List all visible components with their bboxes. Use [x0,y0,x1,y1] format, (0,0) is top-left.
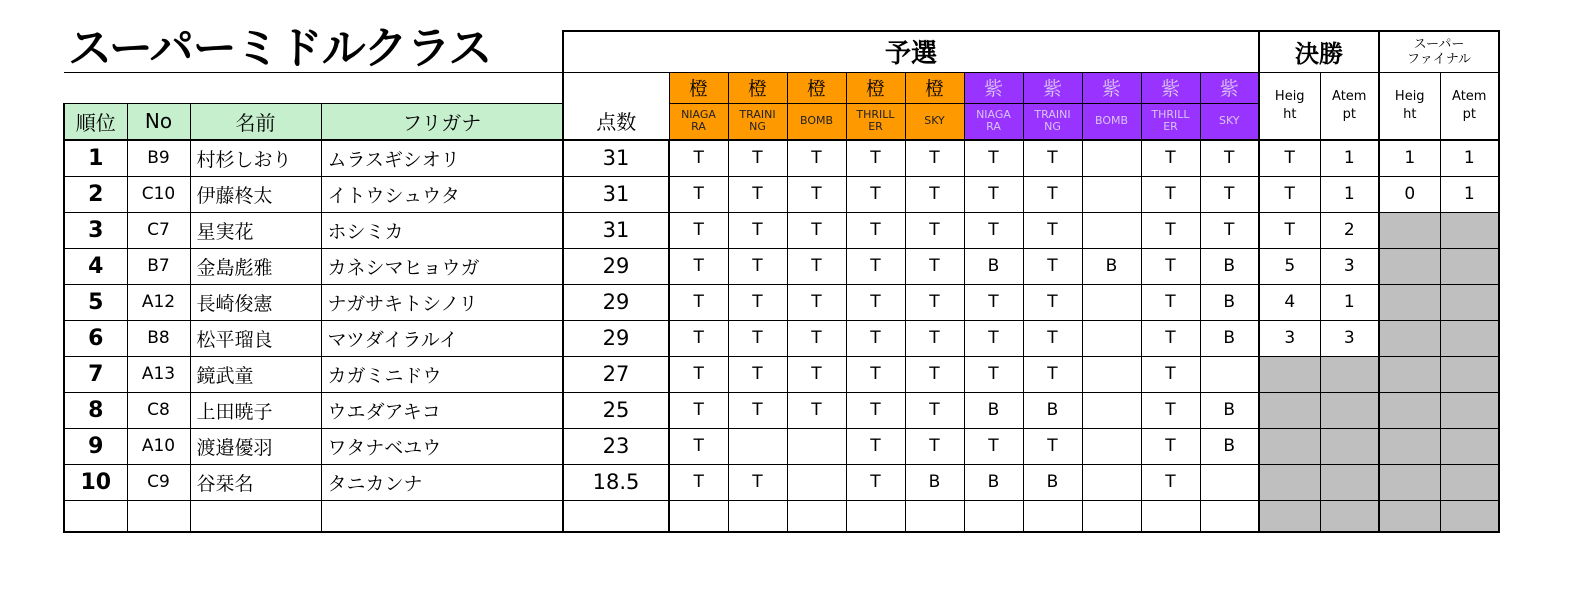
super-final-empty-cell [1379,284,1440,320]
score-cell: 29 [563,284,669,320]
final-attempt-header [1320,72,1379,140]
prelim-result-cell: T [905,248,964,284]
prelim-result-cell [728,428,787,464]
name-cell: 星実花 [190,212,321,248]
prelim-result-cell: T [1200,176,1259,212]
score-cell: 23 [563,428,669,464]
blank-cell [1259,500,1320,532]
prelim-result-cell [1082,140,1141,176]
name-cell: 松平瑠良 [190,320,321,356]
prelim-result-cell: B [1023,392,1082,428]
wall-name-line: SKY [924,114,945,128]
wall-color-2 [787,72,846,103]
prelim-result-cell: T [846,284,905,320]
prelim-result-cell: T [964,320,1023,356]
wall-name-1 [728,103,787,140]
prelim-result-cell: T [669,284,728,320]
prelim-result-cell: T [787,140,846,176]
wall-color-label: 橙 [747,78,767,100]
score-cell: 25 [563,392,669,428]
yosen-group-header: 予選 [563,31,1259,72]
wall-name-4 [905,103,964,140]
kana-cell: ムラスギシオリ [321,140,563,176]
prelim-result-cell: B [1200,320,1259,356]
wall-color-label: 紫 [1101,78,1121,100]
prelim-result-cell [1082,356,1141,392]
table-row [64,464,1499,500]
header-spacer [64,72,563,103]
super-height-line-2: ht [1403,106,1417,122]
blank-cell [846,500,905,532]
column-header-name: 名前 [190,103,321,140]
wall-name-line: NG [749,120,766,134]
super-height-line-1: Heig [1394,88,1425,104]
column-header-no: No [127,103,190,140]
prelim-result-cell: T [846,212,905,248]
super-final-result-cell: 1 [1379,140,1440,176]
name-cell: 鏡武童 [190,356,321,392]
number-cell: A10 [127,428,190,464]
number-cell: B7 [127,248,190,284]
super-final-line-1: スーパー [1413,36,1465,52]
wall-color-3 [846,72,905,103]
prelim-result-cell: T [787,176,846,212]
name-cell: 金島彪雅 [190,248,321,284]
wall-name-line: ER [868,120,883,134]
wall-color-0 [669,72,728,103]
blank-cell [905,500,964,532]
table-row [64,212,1499,248]
table-row [64,320,1499,356]
kana-cell: タニカンナ [321,464,563,500]
super-final-empty-cell [1440,428,1499,464]
wall-name-line: RA [986,120,1001,134]
wall-name-line: NIAGA [976,108,1011,122]
score-cell: 31 [563,176,669,212]
kana-cell: マツダイラルイ [321,320,563,356]
column-header-rank: 順位 [64,103,127,140]
prelim-result-cell: T [905,320,964,356]
prelim-result-cell [1082,212,1141,248]
wall-name-line: TRAINI [1034,108,1071,122]
wall-name-line: RA [691,120,706,134]
prelim-result-cell: T [728,392,787,428]
page-title: スーパーミドルクラス [68,23,492,74]
final-empty-cell [1320,428,1379,464]
prelim-result-cell: T [1023,320,1082,356]
blank-cell [1141,500,1200,532]
wall-name-3 [846,103,905,140]
final-result-cell: 4 [1259,284,1320,320]
results-table [63,30,1500,533]
kana-cell: イトウシュウタ [321,176,563,212]
table-row [64,356,1499,392]
final-empty-cell [1259,428,1320,464]
kana-cell: ワタナベユウ [321,428,563,464]
super-final-empty-cell [1440,320,1499,356]
blank-cell [127,500,190,532]
wall-name-line: BOMB [1094,114,1129,128]
blank-cell [1023,500,1082,532]
prelim-result-cell: B [1082,248,1141,284]
wall-color-label: 紫 [1219,78,1239,100]
prelim-result-cell: B [964,464,1023,500]
table-row [64,140,1499,176]
number-cell: B9 [127,140,190,176]
blank-cell [1320,500,1379,532]
final-height-line-1: Heig [1274,88,1305,104]
prelim-result-cell [1082,428,1141,464]
super-final-empty-cell [1379,428,1440,464]
blank-cell [64,500,127,532]
super-final-result-cell: 1 [1440,140,1499,176]
rank-cell: 4 [64,248,127,284]
wall-color-label: 紫 [1042,78,1062,100]
name-cell: 村杉しおり [190,140,321,176]
wall-name-7 [1082,103,1141,140]
table-row [64,392,1499,428]
title-spacer [64,31,563,72]
wall-color-4 [905,72,964,103]
super-height-header [1379,72,1440,140]
prelim-result-cell: T [1141,248,1200,284]
prelim-result-cell: B [1200,284,1259,320]
prelim-result-cell: T [905,176,964,212]
rank-cell: 2 [64,176,127,212]
prelim-result-cell: T [1023,212,1082,248]
prelim-result-cell [787,464,846,500]
prelim-result-cell: T [905,140,964,176]
name-cell: 渡邉優羽 [190,428,321,464]
kana-cell: ホシミカ [321,212,563,248]
final-result-cell: 1 [1320,284,1379,320]
prelim-result-cell: T [728,140,787,176]
prelim-result-cell: T [1141,176,1200,212]
wall-name-line: NIAGA [681,108,716,122]
super-attempt-line-2: pt [1462,106,1476,122]
prelim-result-cell: T [846,176,905,212]
column-header-kana: フリガナ [321,103,563,140]
number-cell: A13 [127,356,190,392]
prelim-result-cell: T [1200,140,1259,176]
rank-cell: 8 [64,392,127,428]
number-cell: C10 [127,176,190,212]
wall-color-label: 紫 [1160,78,1180,100]
super-final-result-cell: 0 [1379,176,1440,212]
final-result-cell: 2 [1320,212,1379,248]
wall-name-6 [1023,103,1082,140]
wall-color-6 [1023,72,1082,103]
prelim-result-cell: T [964,140,1023,176]
table-row [64,248,1499,284]
blank-cell [1379,500,1440,532]
wall-name-2 [787,103,846,140]
prelim-result-cell: T [964,212,1023,248]
table-row [64,428,1499,464]
prelim-result-cell [1082,176,1141,212]
number-cell: C7 [127,212,190,248]
wall-color-label: 紫 [983,78,1003,100]
super-final-empty-cell [1379,248,1440,284]
final-result-cell: 3 [1320,320,1379,356]
blank-cell [190,500,321,532]
blank-cell [563,500,669,532]
prelim-result-cell: T [1023,356,1082,392]
wall-color-7 [1082,72,1141,103]
wall-color-1 [728,72,787,103]
prelim-result-cell: T [787,392,846,428]
prelim-result-cell: T [728,464,787,500]
final-result-cell: 3 [1320,248,1379,284]
number-cell: B8 [127,320,190,356]
prelim-result-cell: T [1023,284,1082,320]
prelim-result-cell: T [1200,212,1259,248]
prelim-result-cell: T [787,320,846,356]
prelim-result-cell: T [846,392,905,428]
blank-cell [1082,500,1141,532]
prelim-result-cell: T [846,140,905,176]
wall-color-8 [1141,72,1200,103]
prelim-result-cell: T [905,212,964,248]
rank-cell: 7 [64,356,127,392]
prelim-result-cell [787,428,846,464]
final-height-line-2: ht [1283,106,1297,122]
kana-cell: ナガサキトシノリ [321,284,563,320]
super-final-line-2: ファイナル [1406,51,1472,67]
prelim-result-cell: T [1023,428,1082,464]
prelim-result-cell: T [1023,176,1082,212]
score-cell: 29 [563,320,669,356]
rank-cell: 10 [64,464,127,500]
prelim-result-cell: T [728,284,787,320]
super-final-empty-cell [1440,392,1499,428]
name-cell: 伊藤柊太 [190,176,321,212]
wall-name-5 [964,103,1023,140]
wall-color-row [64,72,1499,103]
prelim-result-cell: T [1141,392,1200,428]
prelim-result-cell: T [1023,248,1082,284]
prelim-result-cell: T [787,248,846,284]
kana-cell: カネシマヒョウガ [321,248,563,284]
final-empty-cell [1259,356,1320,392]
wall-color-label: 橙 [688,78,708,100]
final-result-cell: 5 [1259,248,1320,284]
prelim-result-cell: T [905,356,964,392]
rank-cell: 9 [64,428,127,464]
prelim-result-cell: T [964,428,1023,464]
final-result-cell: 1 [1320,140,1379,176]
name-cell: 長崎俊憲 [190,284,321,320]
score-cell: 31 [563,212,669,248]
score-cell: 27 [563,356,669,392]
prelim-result-cell: T [846,320,905,356]
prelim-result-cell: T [787,212,846,248]
super-final-result-cell: 1 [1440,176,1499,212]
prelim-result-cell: T [846,248,905,284]
prelim-result-cell: T [669,464,728,500]
super-final-empty-cell [1379,356,1440,392]
final-empty-cell [1259,464,1320,500]
prelim-result-cell: T [787,356,846,392]
prelim-result-cell: T [1141,284,1200,320]
final-attempt-line-1: Atem [1332,88,1367,104]
wall-name-line: THRILL [856,108,895,122]
wall-color-label: 橙 [806,78,826,100]
prelim-result-cell: T [669,320,728,356]
final-empty-cell [1320,356,1379,392]
wall-name-line: TRAINI [739,108,776,122]
blank-cell [321,500,563,532]
blank-cell [728,500,787,532]
prelim-result-cell: B [1023,464,1082,500]
wall-name-line: BOMB [799,114,834,128]
final-empty-cell [1259,392,1320,428]
prelim-result-cell: T [1141,464,1200,500]
wall-name-line: NG [1044,120,1061,134]
rank-cell: 6 [64,320,127,356]
prelim-result-cell: T [728,212,787,248]
prelim-result-cell: T [964,284,1023,320]
prelim-result-cell: T [669,176,728,212]
wall-color-5 [964,72,1023,103]
blank-cell [787,500,846,532]
group-header-row [64,31,1499,72]
blank-cell [669,500,728,532]
final-result-cell: 3 [1259,320,1320,356]
final-result-cell: T [1259,212,1320,248]
prelim-result-cell: T [905,284,964,320]
prelim-result-cell: T [787,284,846,320]
rank-cell: 3 [64,212,127,248]
final-attempt-line-2: pt [1342,106,1356,122]
prelim-result-cell: T [964,176,1023,212]
rank-cell: 1 [64,140,127,176]
prelim-result-cell: T [846,428,905,464]
name-cell: 上田暁子 [190,392,321,428]
super-final-empty-cell [1379,212,1440,248]
final-empty-cell [1320,464,1379,500]
super-final-empty-cell [1440,248,1499,284]
prelim-result-cell: T [669,140,728,176]
super-final-group-header [1379,31,1499,72]
score-cell: 31 [563,140,669,176]
super-attempt-line-1: Atem [1452,88,1487,104]
blank-cell [1200,500,1259,532]
prelim-result-cell: T [1141,212,1200,248]
super-final-empty-cell [1440,464,1499,500]
wall-color-label: 橙 [924,78,944,100]
prelim-result-cell: B [905,464,964,500]
score-header: 点数 [596,110,637,134]
blank-cell [964,500,1023,532]
score-header-cell [563,72,669,140]
prelim-result-cell: T [728,320,787,356]
prelim-result-cell: T [728,356,787,392]
wall-name-line: SKY [1218,114,1240,128]
prelim-result-cell: T [669,356,728,392]
prelim-result-cell: T [1141,320,1200,356]
final-result-cell: 1 [1320,176,1379,212]
final-height-header [1259,72,1320,140]
score-cell: 29 [563,248,669,284]
kana-cell: カガミニドウ [321,356,563,392]
super-final-empty-cell [1440,212,1499,248]
prelim-result-cell: T [1023,140,1082,176]
kana-cell: ウエダアキコ [321,392,563,428]
wall-name-8 [1141,103,1200,140]
number-cell: A12 [127,284,190,320]
final-empty-cell [1320,392,1379,428]
wall-name-9 [1200,103,1259,140]
wall-color-label: 橙 [865,78,885,100]
number-cell: C8 [127,392,190,428]
prelim-result-cell: T [1141,428,1200,464]
super-final-empty-cell [1440,284,1499,320]
prelim-result-cell [1082,320,1141,356]
prelim-result-cell [1082,284,1141,320]
prelim-result-cell [1082,464,1141,500]
prelim-result-cell: T [669,392,728,428]
prelim-result-cell: T [669,248,728,284]
prelim-result-cell: T [846,356,905,392]
super-final-empty-cell [1379,464,1440,500]
super-final-empty-cell [1379,320,1440,356]
wall-name-line: ER [1163,120,1178,134]
super-attempt-header [1440,72,1499,140]
prelim-result-cell: T [1141,140,1200,176]
prelim-result-cell: T [905,428,964,464]
final-result-cell: T [1259,176,1320,212]
wall-color-9 [1200,72,1259,103]
number-cell: C9 [127,464,190,500]
prelim-result-cell [1200,464,1259,500]
name-cell: 谷栞名 [190,464,321,500]
prelim-result-cell: B [1200,248,1259,284]
prelim-result-cell: T [905,392,964,428]
prelim-result-cell: T [669,212,728,248]
table-row [64,176,1499,212]
final-result-cell: T [1259,140,1320,176]
prelim-result-cell: B [1200,392,1259,428]
prelim-result-cell: B [964,392,1023,428]
prelim-result-cell: T [728,248,787,284]
super-final-empty-cell [1440,356,1499,392]
kessho-group-header: 決勝 [1259,31,1379,72]
prelim-result-cell: T [728,176,787,212]
prelim-result-cell: T [964,356,1023,392]
rank-cell: 5 [64,284,127,320]
blank-row [64,500,1499,532]
wall-name-line: THRILL [1151,108,1190,122]
score-cell: 18.5 [563,464,669,500]
prelim-result-cell: T [1141,356,1200,392]
blank-cell [1440,500,1499,532]
prelim-result-cell [1200,356,1259,392]
prelim-result-cell: B [1200,428,1259,464]
super-final-empty-cell [1379,392,1440,428]
table-row [64,284,1499,320]
prelim-result-cell: T [669,428,728,464]
prelim-result-cell: T [846,464,905,500]
prelim-result-cell: B [964,248,1023,284]
prelim-result-cell [1082,392,1141,428]
wall-name-0 [669,103,728,140]
